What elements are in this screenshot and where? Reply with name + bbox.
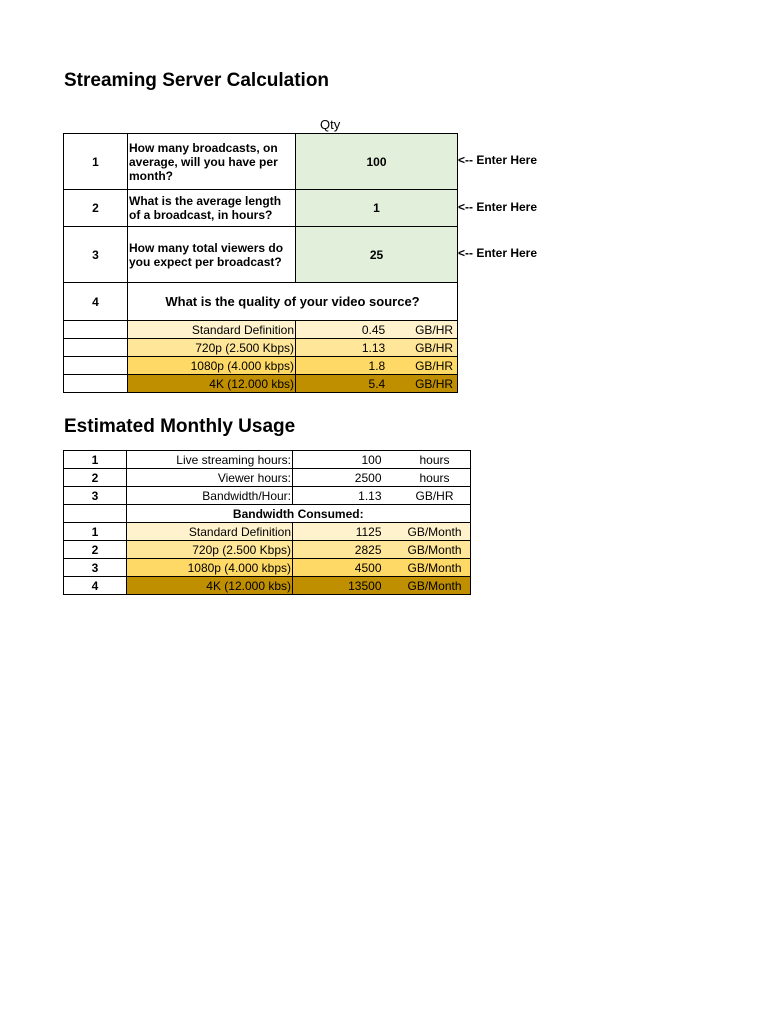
quality-option-label[interactable]: 1080p (4.000 kbps) [128,357,296,375]
quality-option-unit: GB/HR [411,321,457,339]
usage-label: Viewer hours: [127,469,293,487]
consumed-unit: GB/Month [408,523,471,541]
empty-cell [64,357,128,375]
quality-question: What is the quality of your video source? [128,283,458,321]
quality-option-rate: 1.8 [296,357,412,375]
section-title: Estimated Monthly Usage [64,416,296,437]
question-text: How many total viewers do you expect per broadcast? [128,227,296,283]
row-number: 1 [64,134,128,190]
usage-row [64,469,471,487]
consumed-value: 1125 [293,523,408,541]
calculation-table [63,133,458,393]
usage-unit: hours [408,469,471,487]
quality-option-unit: GB/HR [411,375,457,393]
row-number: 3 [64,227,128,283]
empty-cell [64,321,128,339]
quality-question-row [64,283,458,321]
usage-unit: GB/HR [408,487,471,505]
page-title: Streaming Server Calculation [64,70,330,91]
quality-option-row[interactable] [64,321,458,339]
usage-table [63,450,471,595]
quality-option-label[interactable]: 720p (2.500 Kbps) [128,339,296,357]
quality-option-rate: 5.4 [296,375,412,393]
bandwidth-consumed-header: Bandwidth Consumed: [127,505,471,523]
question-row [64,227,458,283]
enter-here-hint: <-- Enter Here [458,246,538,260]
question-row [64,190,458,227]
usage-value: 100 [293,451,408,469]
usage-value: 1.13 [293,487,408,505]
broadcast-length-input[interactable]: 1 [296,190,458,227]
quality-option-label[interactable]: 4K (12.000 kbs) [128,375,296,393]
quality-option-unit: GB/HR [411,339,457,357]
consumed-value: 4500 [293,559,408,577]
empty-cell [64,505,127,523]
consumed-row [64,541,471,559]
viewers-per-broadcast-input[interactable]: 25 [296,227,458,283]
enter-here-hint: <-- Enter Here [458,200,538,214]
usage-label: Bandwidth/Hour: [127,487,293,505]
broadcasts-per-month-input[interactable]: 100 [296,134,458,190]
consumed-unit: GB/Month [408,577,471,595]
quality-option-row[interactable] [64,339,458,357]
consumed-value: 13500 [293,577,408,595]
consumed-label: 720p (2.500 Kbps) [127,541,293,559]
question-text: What is the average length of a broadcast, in hours? [128,190,296,227]
consumed-label: 4K (12.000 kbs) [127,577,293,595]
quality-option-label[interactable]: Standard Definition [128,321,296,339]
row-number: 1 [64,523,127,541]
consumed-value: 2825 [293,541,408,559]
row-number: 4 [64,577,127,595]
row-number: 2 [64,541,127,559]
quality-option-row[interactable] [64,375,458,393]
quality-option-row[interactable] [64,357,458,375]
quality-option-rate: 0.45 [296,321,412,339]
row-number: 2 [64,469,127,487]
consumed-header-row [64,505,471,523]
enter-here-hint: <-- Enter Here [458,153,538,167]
row-number: 1 [64,451,127,469]
usage-row [64,451,471,469]
usage-row [64,487,471,505]
consumed-row [64,559,471,577]
usage-value: 2500 [293,469,408,487]
row-number: 3 [64,559,127,577]
consumed-row [64,577,471,595]
empty-cell [64,339,128,357]
row-number: 4 [64,283,128,321]
empty-cell [64,375,128,393]
consumed-label: Standard Definition [127,523,293,541]
usage-label: Live streaming hours: [127,451,293,469]
consumed-row [64,523,471,541]
usage-unit: hours [408,451,471,469]
row-number: 2 [64,190,128,227]
consumed-unit: GB/Month [408,559,471,577]
quality-option-rate: 1.13 [296,339,412,357]
consumed-unit: GB/Month [408,541,471,559]
quality-option-unit: GB/HR [411,357,457,375]
question-row [64,134,458,190]
consumed-label: 1080p (4.000 kbps) [127,559,293,577]
qty-column-header: Qty [320,117,341,132]
row-number: 3 [64,487,127,505]
question-text: How many broadcasts, on average, will you have per month? [128,134,296,190]
